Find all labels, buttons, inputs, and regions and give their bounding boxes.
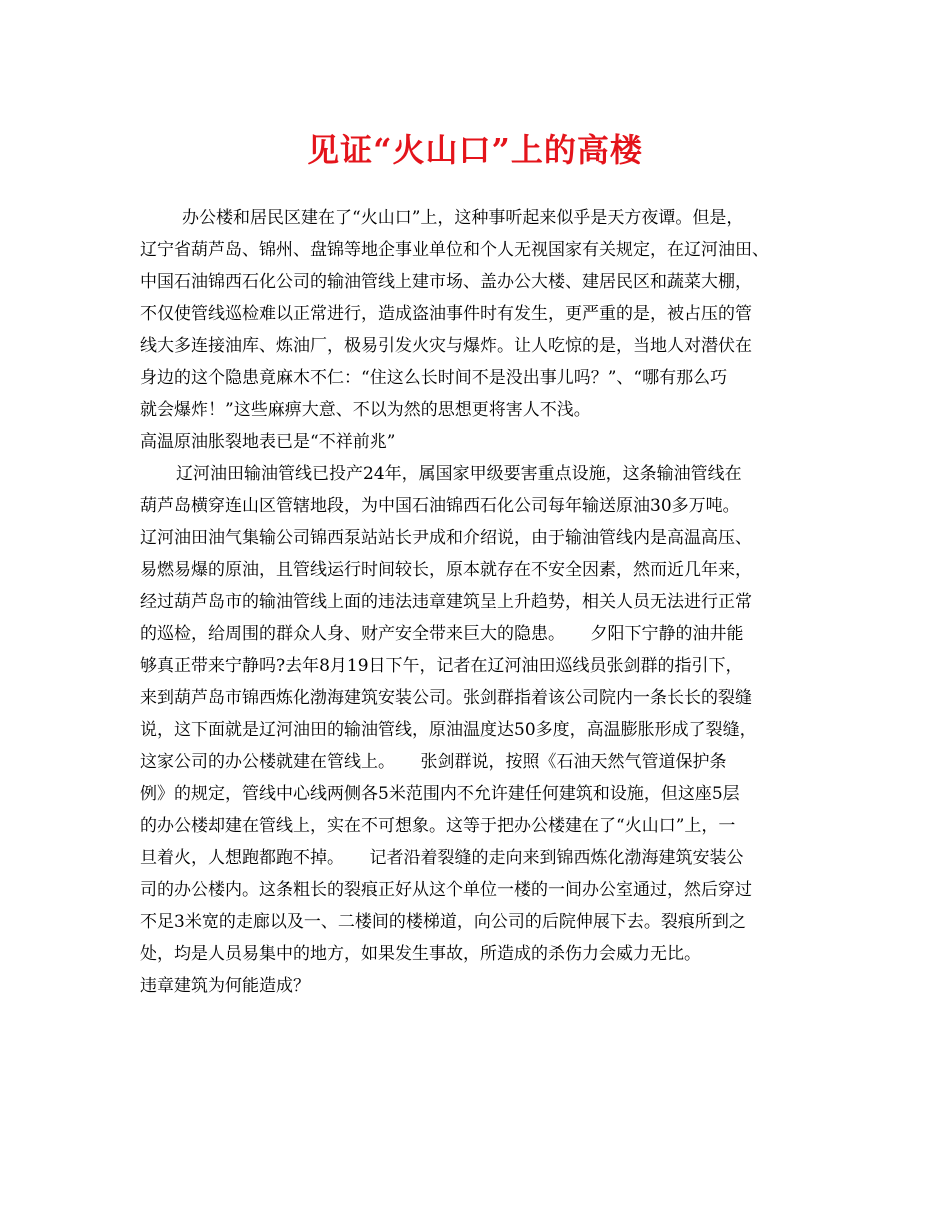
paragraph-line: 易燃易爆的原油，且管线运行时间较长，原本就存在不安全因素，然而近几年来，: [140, 560, 752, 580]
document-body: [140, 202, 830, 1003]
paragraph-line: 来到葫芦岛市锦西炼化渤海建筑安装公司。张剑群指着该公司院内一条长长的裂缝: [140, 688, 752, 708]
paragraph-line: 就会爆炸！”这些麻痹大意、不以为然的思想更将害人不浅。: [140, 400, 591, 420]
section-heading: 违章建筑为何能造成？: [140, 976, 310, 996]
paragraph-line: 不足3米宽的走廊以及一、二楼间的楼梯道，向公司的后院伸展下去。裂痕所到之: [140, 912, 746, 932]
paragraph-line: 的巡检，给周围的群众人身、财产安全带来巨大的隐患。 夕阳下宁静的油井能: [140, 624, 744, 644]
paragraph-line: 说，这下面就是辽河油田的输油管线，原油温度达50多度，高温膨胀形成了裂缝，: [140, 720, 757, 740]
paragraph-line: 例》的规定，管线中心线两侧各5米范围内不允许建任何建筑和设施，但这座5层: [140, 784, 740, 804]
paragraph-line: 司的办公楼内。这条粗长的裂痕正好从这个单位一楼的一间办公室通过，然后穿过: [140, 880, 752, 900]
paragraph-line: 办公楼和居民区建在了“火山口”上，这种事听起来似乎是天方夜谭。但是，: [182, 208, 744, 228]
paragraph-line: 够真正带来宁静吗?去年8月19日下午，记者在辽河油田巡线员张剑群的指引下，: [140, 656, 743, 676]
paragraph-line: 中国石油锦西石化公司的输油管线上建市场、盖办公大楼、建居民区和蔬菜大棚，: [140, 272, 752, 292]
paragraph-line: 辽河油田输油管线已投产24年，属国家甲级要害重点设施，这条输油管线在: [176, 464, 742, 484]
paragraph-line: 经过葫芦岛市的输油管线上面的违法违章建筑呈上升趋势，相关人员无法进行正常: [140, 592, 752, 612]
paragraph-line: 的办公楼却建在管线上，实在不可想象。这等于把办公楼建在了“火山口”上，一: [140, 816, 736, 836]
paragraph-line: 辽宁省葫芦岛、锦州、盘锦等地企事业单位和个人无视国家有关规定，在辽河油田、: [140, 240, 769, 260]
paragraph-line: 辽河油田油气集输公司锦西泵站站长尹成和介绍说，由于输油管线内是高温高压、: [140, 528, 752, 548]
paragraph-line: 身边的这个隐患竟麻木不仁：“住这么长时间不是没出事儿吗？”、“哪有那么巧: [140, 368, 728, 388]
paragraph-line: 处，均是人员易集中的地方，如果发生事故，所造成的杀伤力会威力无比。: [140, 944, 701, 964]
paragraph-line: 旦着火，人想跑都跑不掉。 记者沿着裂缝的走向来到锦西炼化渤海建筑安装公: [140, 848, 744, 868]
document-title: 见证“火山口”上的高楼: [307, 131, 643, 169]
paragraph-line: 不仅使管线巡检难以正常进行，造成盗油事件时有发生，更严重的是，被占压的管: [140, 304, 752, 324]
paragraph-line: 线大多连接油库、炼油厂，极易引发火灾与爆炸。让人吃惊的是，当地人对潜伏在: [140, 336, 752, 356]
paragraph-line: 这家公司的办公楼就建在管线上。 张剑群说，按照《石油天然气管道保护条: [140, 752, 727, 772]
paragraph-line: 葫芦岛横穿连山区管辖地段，为中国石油锦西石化公司每年输送原油30多万吨。: [140, 496, 740, 516]
section-heading: 高温原油胀裂地表已是“不祥前兆”: [140, 432, 396, 452]
